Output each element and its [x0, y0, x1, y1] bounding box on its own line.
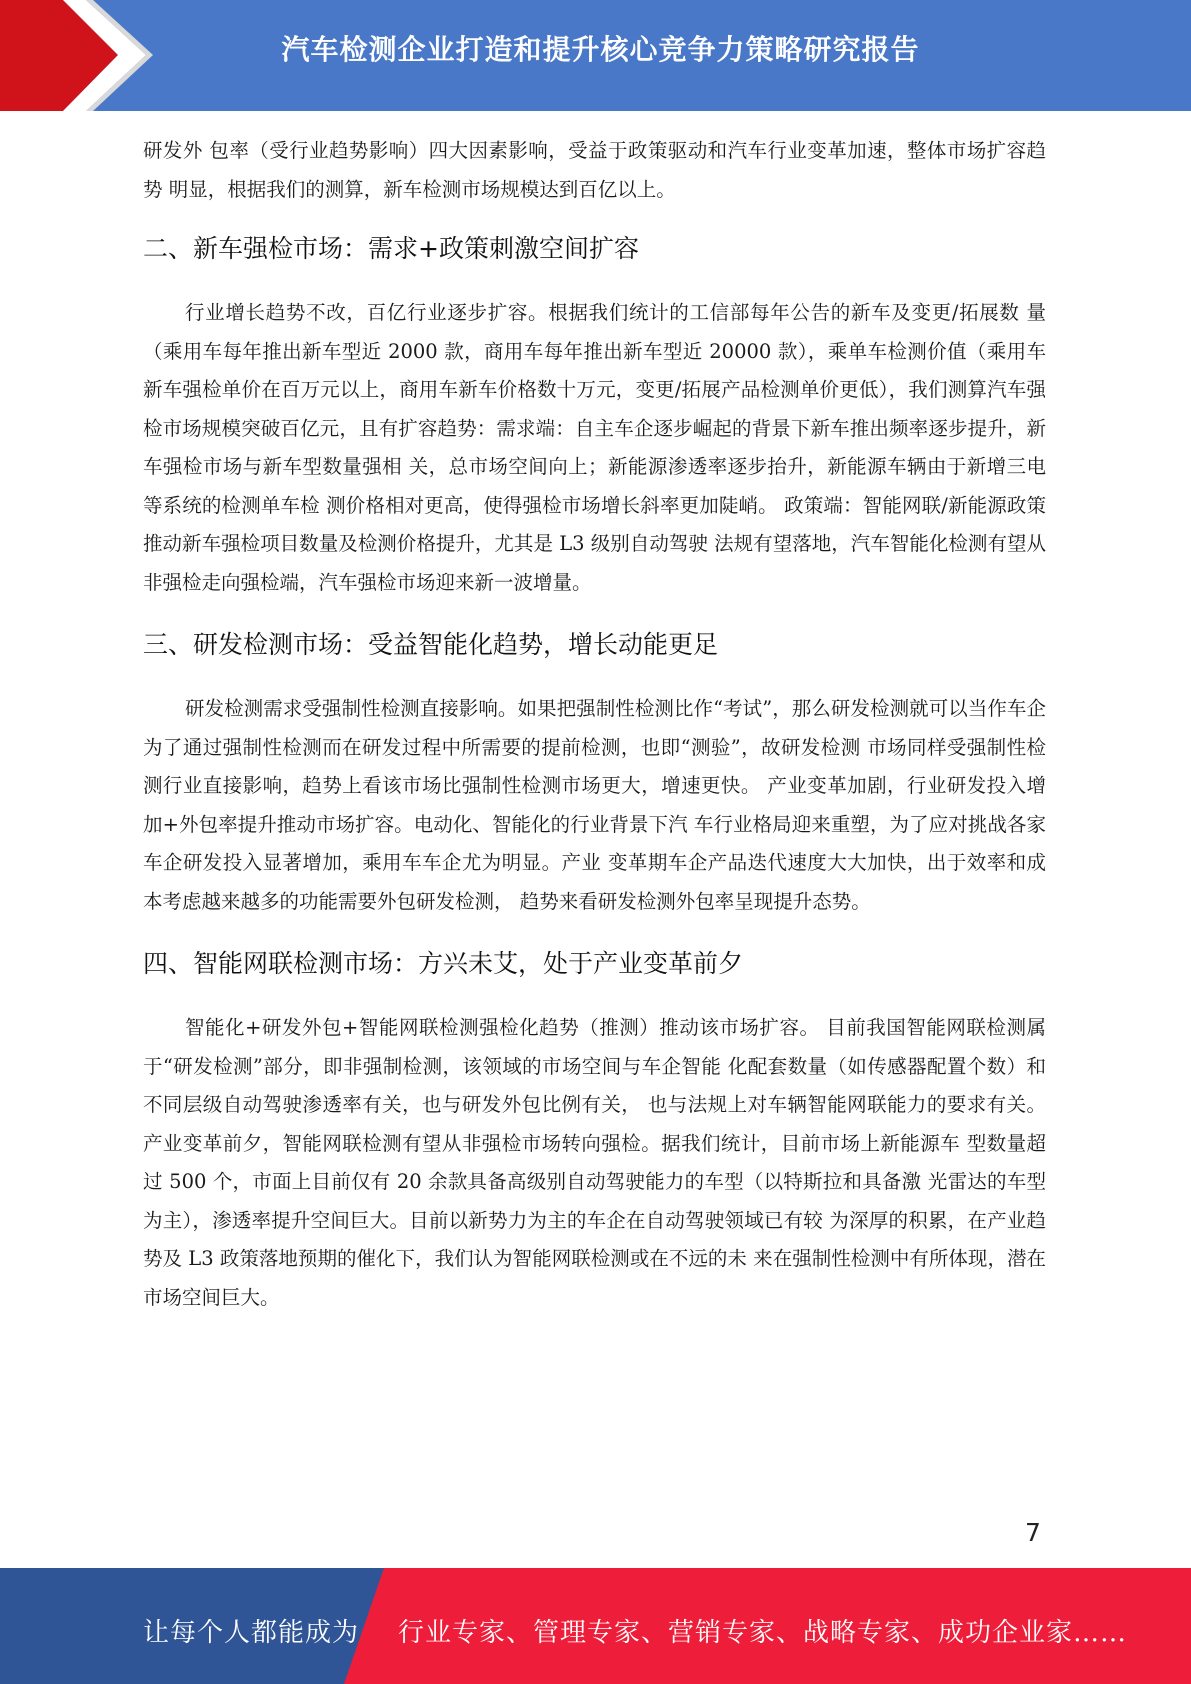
- page-header: [0, 0, 1191, 111]
- page-content: [143, 132, 1046, 1317]
- section-heading-new-car-inspection: 二、新车强检市场：需求+政策刺激空间扩容: [143, 234, 639, 263]
- footer-slogan-left: 让每个人都能成为: [143, 1618, 360, 1648]
- section-heading-rd-testing: 三、研发检测市场：受益智能化趋势，增长动能更足: [143, 630, 719, 659]
- section-heading-connected-vehicle: 四、智能网联检测市场：方兴未艾，处于产业变革前夕: [143, 949, 744, 978]
- footer-slogan-right: 行业专家、管理专家、营销专家、战略专家、成功企业家……: [398, 1618, 1128, 1648]
- page-number: 7: [1025, 1518, 1041, 1547]
- section-paragraph-new-car-inspection: 行业增长趋势不改，百亿行业逐步扩容。根据我们统计的工信部每年公告的新车及变更/拓展数 量（乘用车每年推出新车型近 2000 款，商用车每年推出新车型近 20000 款），乘单车检测价值（乘用车新车强检单价在百万元以上，商用车新车价格数十万元，变更/拓展产品检测单价更低），我们测算汽车强检市场规模突破百亿元，且有扩容趋势：需求端：自主车企逐步崛起的背景下新车推出频率逐步提升，新车强检市场与新车型数量强相 关，总市场空间向上；新能源渗透率逐步抬升，新能源车辆由于新增三电等系统的检测单车检 测价格相对更高，使得强检市场增长斜率更加陡峭。 政策端：智能网联/新能源政策推动新车强检项目数量及检测价格提升，尤其是 L3 级别自动驾驶 法规有望落地，汽车智能化检测有望从非强检走向强检端，汽车强检市场迎来新一波增量。: [143, 301, 1046, 594]
- report-title: 汽车检测企业打造和提升核心竞争力策略研究报告: [281, 33, 920, 66]
- intro-paragraph: 研发外 包率（受行业趋势影响）四大因素影响，受益于政策驱动和汽车行业变革加速，整体市场扩容趋势 明显，根据我们的测算，新车检测市场规模达到百亿以上。: [143, 139, 1046, 201]
- section-paragraph-connected-vehicle: 智能化+研发外包+智能网联检测强检化趋势（推测）推动该市场扩容。 目前我国智能网联检测属于“研发检测”部分，即非强制检测，该领域的市场空间与车企智能 化配套数量（如传感器配置个数）和不同层级自动驾驶渗透率有关，也与研发外包比例有关， 也与法规上对车辆智能网联能力的要求有关。 产业变革前夕，智能网联检测有望从非强检市场转向强检。据我们统计，目前市场上新能源车 型数量超过 500 个，市面上目前仅有 20 余款具备高级别自动驾驶能力的车型（以特斯拉和具备激 光雷达的车型为主），渗透率提升空间巨大。目前以新势力为主的车企在自动驾驶领域已有较 为深厚的积累，在产业趋势及 L3 政策落地预期的催化下，我们认为智能网联检测或在不远的未 来在强制性检测中有所体现，潜在市场空间巨大。: [143, 1016, 1046, 1309]
- section-paragraph-rd-testing: 研发检测需求受强制性检测直接影响。如果把强制性检测比作“考试”，那么研发检测就可以当作车企为了通过强制性检测而在研发过程中所需要的提前检测，也即“测验”，故研发检测 市场同样受强制性检测行业直接影响，趋势上看该市场比强制性检测市场更大，增速更快。 产业变革加剧，行业研发投入增加+外包率提升推动市场扩容。电动化、智能化的行业背景下汽 车行业格局迎来重塑，为了应对挑战各家车企研发投入显著增加，乘用车车企尤为明显。产业 变革期车企产品迭代速度大大加快，出于效率和成本考虑越来越多的功能需要外包研发检测， 趋势来看研发检测外包率呈现提升态势。: [143, 697, 1046, 913]
- page-footer: [0, 1568, 1191, 1684]
